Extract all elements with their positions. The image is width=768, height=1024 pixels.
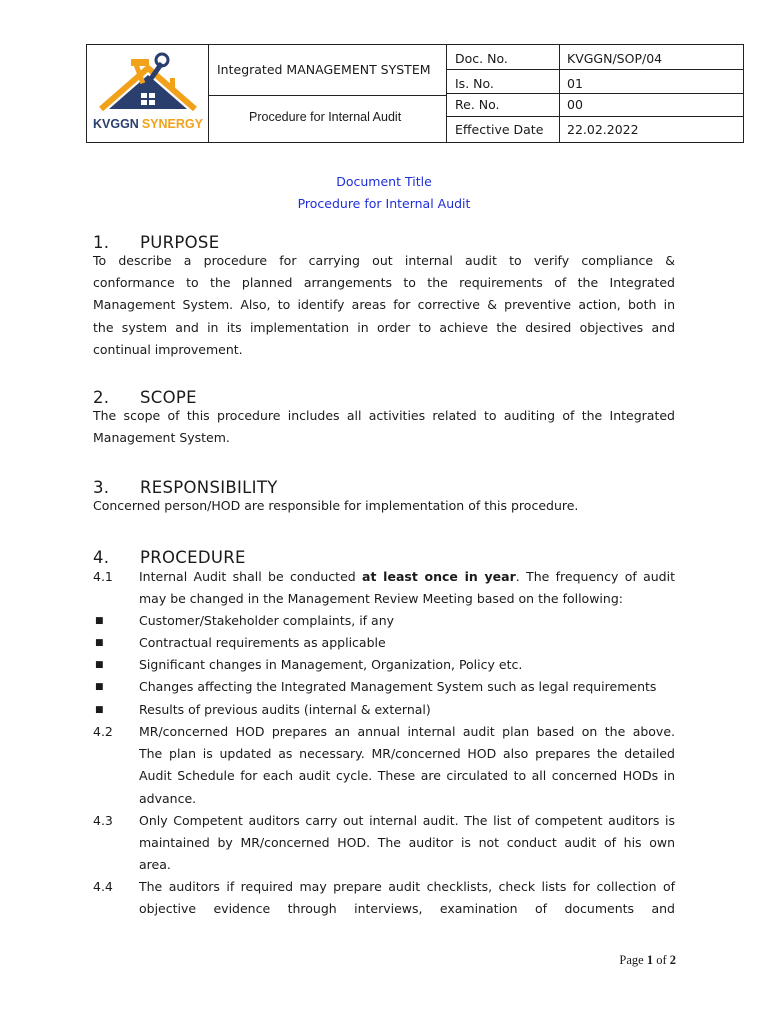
page-number	[619, 953, 676, 968]
text-line: conformance to the planned arrangements to the requirements of the Integrated	[93, 275, 675, 291]
divider	[208, 95, 446, 96]
field-label: Doc. No.	[455, 51, 508, 66]
section-number: 1.	[93, 233, 110, 252]
page-word: Page	[619, 953, 644, 967]
text-line: Management System. Also, to identify areas for corrective & preventive action, both in	[93, 297, 675, 313]
text-line: The plan is updated as necessary. MR/concerned HOD also prepares the detailed	[139, 746, 675, 762]
field-value: 22.02.2022	[567, 122, 639, 137]
item-number: 4.3	[93, 813, 113, 828]
logo-text-kvggn: KVGGN	[93, 117, 139, 131]
divider	[446, 116, 743, 117]
company-logo	[87, 45, 209, 142]
of-word: of	[656, 953, 667, 967]
section-number: 3.	[93, 478, 110, 497]
item-number: 4.1	[93, 569, 113, 584]
system-title: Integrated MANAGEMENT SYSTEM	[217, 62, 431, 77]
text-line: Changes affecting the Integrated Management System such as legal requirements	[139, 679, 657, 694]
text-line: advance.	[139, 790, 197, 806]
text-line: may be changed in the Management Review Meeting based on the following:	[139, 591, 623, 607]
text-line: The auditors if required may prepare audit checklists, check lists for collection of	[139, 879, 675, 894]
section-number: 2.	[93, 388, 110, 407]
text-line: Significant changes in Management, Organization, Policy etc.	[139, 657, 523, 672]
bullet-icon: ■	[95, 638, 104, 648]
item-number: 4.2	[93, 724, 113, 739]
current-page: 1	[646, 953, 654, 967]
procedure-title: Procedure for Internal Audit	[249, 110, 402, 124]
text-run: Internal Audit shall be conducted	[139, 569, 363, 584]
bullet-icon: ■	[95, 660, 104, 670]
text-line: Concerned person/HOD are responsible for implementation of this procedure.	[93, 498, 579, 513]
text-line: MR/concerned HOD prepares an annual internal audit plan based on the above.	[139, 724, 675, 739]
total-pages: 2	[669, 953, 676, 967]
field-value: 01	[567, 76, 583, 91]
scope-paragraph	[93, 405, 675, 449]
section-title: PROCEDURE	[140, 548, 246, 567]
section-number: 4.	[93, 548, 110, 567]
text-line: Contractual requirements as applicable	[139, 635, 386, 650]
field-value: 00	[567, 97, 583, 112]
field-label: Effective Date	[455, 122, 544, 137]
document-title-label: Document Title	[336, 174, 432, 189]
text-run: . The frequency of audit	[515, 569, 675, 584]
field-label: Re. No.	[455, 97, 500, 112]
bullet-icon: ■	[95, 705, 104, 715]
bullet-icon: ■	[95, 616, 104, 626]
text-line: objective evidence through interviews, examination of documents and	[139, 901, 675, 917]
house-tools-logo-icon	[87, 45, 209, 142]
purpose-paragraph	[93, 250, 675, 361]
text-line: Results of previous audits (internal & external)	[139, 702, 431, 717]
item-number: 4.4	[93, 879, 113, 894]
document-title-value: Procedure for Internal Audit	[297, 196, 471, 211]
text-line: The scope of this procedure includes all activities related to auditing of the Integrated	[93, 408, 675, 423]
text-line: area.	[139, 857, 171, 873]
field-value: KVGGN/SOP/04	[567, 51, 663, 66]
responsibility-paragraph	[93, 495, 675, 517]
text-line: To describe a procedure for carrying out internal audit to verify compliance &	[93, 253, 675, 268]
bold-emphasis: at least once in year	[362, 569, 516, 584]
header-table	[86, 44, 744, 143]
text-line: Audit Schedule for each audit cycle. These are circulated to all concerned HODs in	[139, 768, 675, 784]
divider	[446, 69, 743, 70]
text-line	[139, 566, 675, 588]
text-line: the system and in its implementation in order to achieve the desired objectives and	[93, 319, 675, 335]
text-line: maintained by MR/concerned HOD. The auditor is not conduct audit of his own	[139, 835, 675, 851]
text-line: Only Competent auditors carry out internal audit. The list of competent auditors is	[139, 813, 675, 828]
divider	[446, 93, 743, 94]
section-title: SCOPE	[140, 388, 197, 407]
svg-text:KVGGNSYNERGY	[93, 117, 204, 131]
field-label: Is. No.	[455, 76, 494, 91]
section-heading-procedure	[93, 548, 246, 567]
section-title: PURPOSE	[140, 233, 220, 252]
section-title: RESPONSIBILITY	[140, 478, 278, 497]
text-line: Customer/Stakeholder complaints, if any	[139, 613, 395, 628]
logo-text-synergy: SYNERGY	[141, 117, 203, 131]
text-line: Management System.	[93, 430, 230, 446]
text-line: continual improvement.	[93, 341, 243, 357]
bullet-icon: ■	[95, 682, 104, 692]
